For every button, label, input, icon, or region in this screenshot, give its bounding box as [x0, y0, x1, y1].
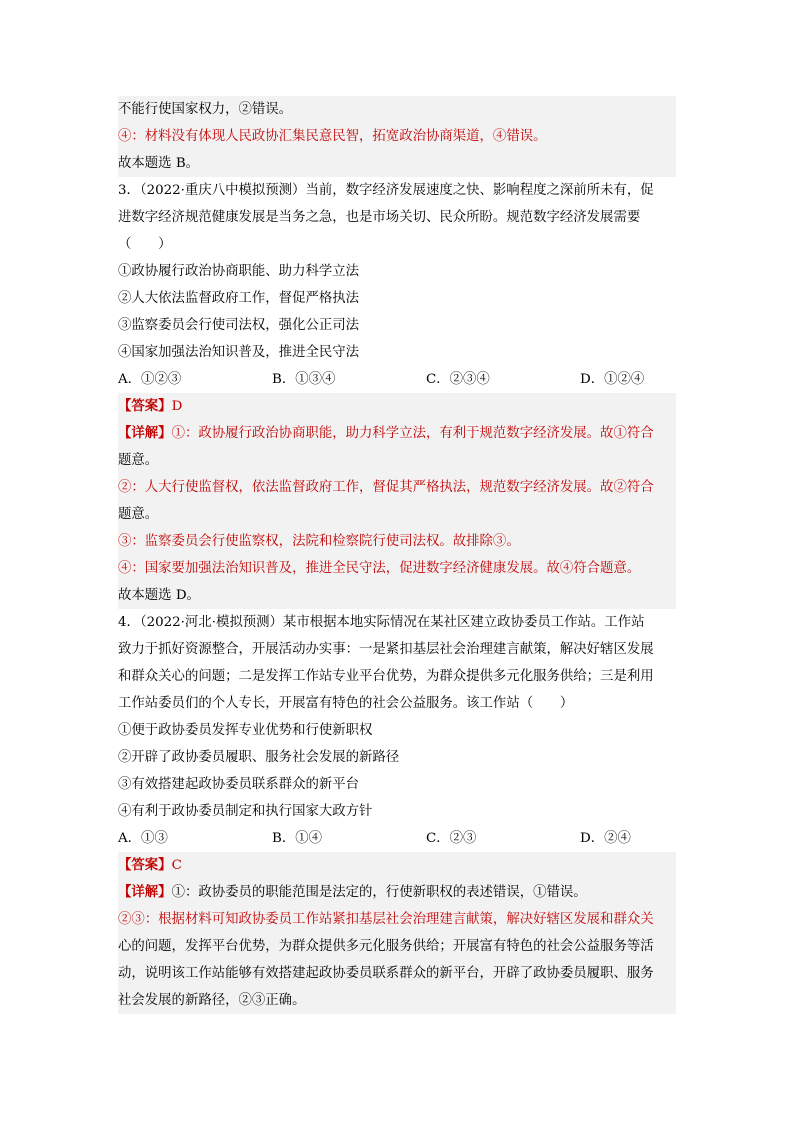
q4-option-a: A．①③ [118, 831, 168, 846]
q4-options [118, 825, 676, 852]
detail-text: ①：政协履行政治协商职能，助力科学立法，有利于规范数字经济发展。故①符合 [171, 426, 654, 441]
q3-option-b: B．①③④ [272, 372, 336, 387]
detail-label: 【详解】 [118, 884, 172, 900]
detail-label: 【详解】 [118, 425, 172, 441]
q4-option-c: C．②③ [426, 831, 477, 846]
q3-answer [118, 393, 676, 420]
answer-value: C [171, 858, 182, 873]
q4-item: ①便于政协委员发挥专业优势和行使新职权 [118, 723, 373, 738]
q3-detail-line: 题意。 [118, 501, 676, 528]
q3-item: ①政协履行政治协商职能、助力科学立法 [118, 264, 360, 279]
answer-value: D [171, 399, 183, 414]
q3-detail-line [118, 420, 676, 447]
q3-option-d: D．①②④ [580, 372, 645, 387]
q4-item: ④有利于政协委员制定和执行国家大政方针 [118, 804, 373, 819]
q4-stem-line: 致力于抓好资源整合，开展活动办实事：一是紧扣基层社会治理建言献策，解决好辖区发展 [118, 642, 654, 657]
q4-option-b: B．①④ [272, 831, 323, 846]
prev-answer-line: ④：材料没有体现人民政协汇集民意民智，拓宽政治协商渠道，④错误。 [118, 123, 676, 150]
q3-option-c: C．②③④ [426, 372, 490, 387]
q3-stem-line: 进数字经济规范健康发展是当务之急，也是市场关切、民众所盼。规范数字经济发展需要 [118, 210, 641, 225]
q4-detail-line: 动，说明该工作站能够有效搭建起政协委员联系群众的新平台，开辟了政协委员履职、服务 [118, 960, 676, 987]
q3-options [118, 366, 676, 393]
q3-stem-line: 3．（2022·重庆八中模拟预测）当前，数字经济发展速度之快、影响程度之深前所未有，促 [118, 183, 654, 198]
q3-item: ③监察委员会行使司法权，强化公正司法 [118, 318, 360, 333]
q4-answer [118, 852, 676, 879]
q3-conclusion: 故本题选 D。 [118, 582, 676, 609]
prev-answer-line: 不能行使国家权力，②错误。 [118, 96, 676, 123]
q4-item: ③有效搭建起政协委员联系群众的新平台 [118, 777, 360, 792]
q3-stem-line: （ ） [118, 237, 172, 252]
q4-stem-line: 4．（2022·河北·模拟预测）某市根据本地实际情况在某社区建立政协委员工作站。工作站 [118, 615, 645, 630]
document-body [118, 96, 676, 1014]
answer-label: 【答案】 [118, 857, 172, 873]
q3-detail-line: ②：人大行使监督权，依法监督政府工作，督促其严格执法，规范数字经济发展。故②符合 [118, 474, 676, 501]
q4-detail-line [118, 879, 676, 906]
q4-stem-line: 和群众关心的问题；二是发挥工作站专业平台优势，为群众提供多元化服务供给；三是利用 [118, 669, 654, 684]
answer-label: 【答案】 [118, 398, 172, 414]
q3-item: ④国家加强法治知识普及，推进全民守法 [118, 345, 360, 360]
detail-text: ①：政协委员的职能范围是法定的，行使新职权的表述错误，①错误。 [171, 885, 587, 900]
q3-option-a: A．①②③ [118, 372, 182, 387]
q3-detail-line: ③：监察委员会行使监察权，法院和检察院行使司法权。故排除③。 [118, 528, 676, 555]
q4-detail-line: 心的问题，发挥平台优势，为群众提供多元化服务供给；开展富有特色的社会公益服务等活 [118, 933, 676, 960]
q4-detail-line: 社会发展的新路径，②③正确。 [118, 987, 676, 1014]
q4-option-d: D．②④ [580, 831, 631, 846]
q3-detail-line: 题意。 [118, 447, 676, 474]
q3-detail-line: ④：国家要加强法治知识普及，推进全民守法，促进数字经济健康发展。故④符合题意。 [118, 555, 676, 582]
q3-item: ②人大依法监督政府工作，督促严格执法 [118, 291, 360, 306]
q4-detail-line: ②③：根据材料可知政协委员工作站紧扣基层社会治理建言献策，解决好辖区发展和群众关 [118, 906, 676, 933]
prev-answer-conclusion: 故本题选 B。 [118, 150, 676, 177]
q4-item: ②开辟了政协委员履职、服务社会发展的新路径 [118, 750, 400, 765]
q4-stem-line: 工作站委员们的个人专长，开展富有特色的社会公益服务。该工作站（ ） [118, 696, 574, 711]
